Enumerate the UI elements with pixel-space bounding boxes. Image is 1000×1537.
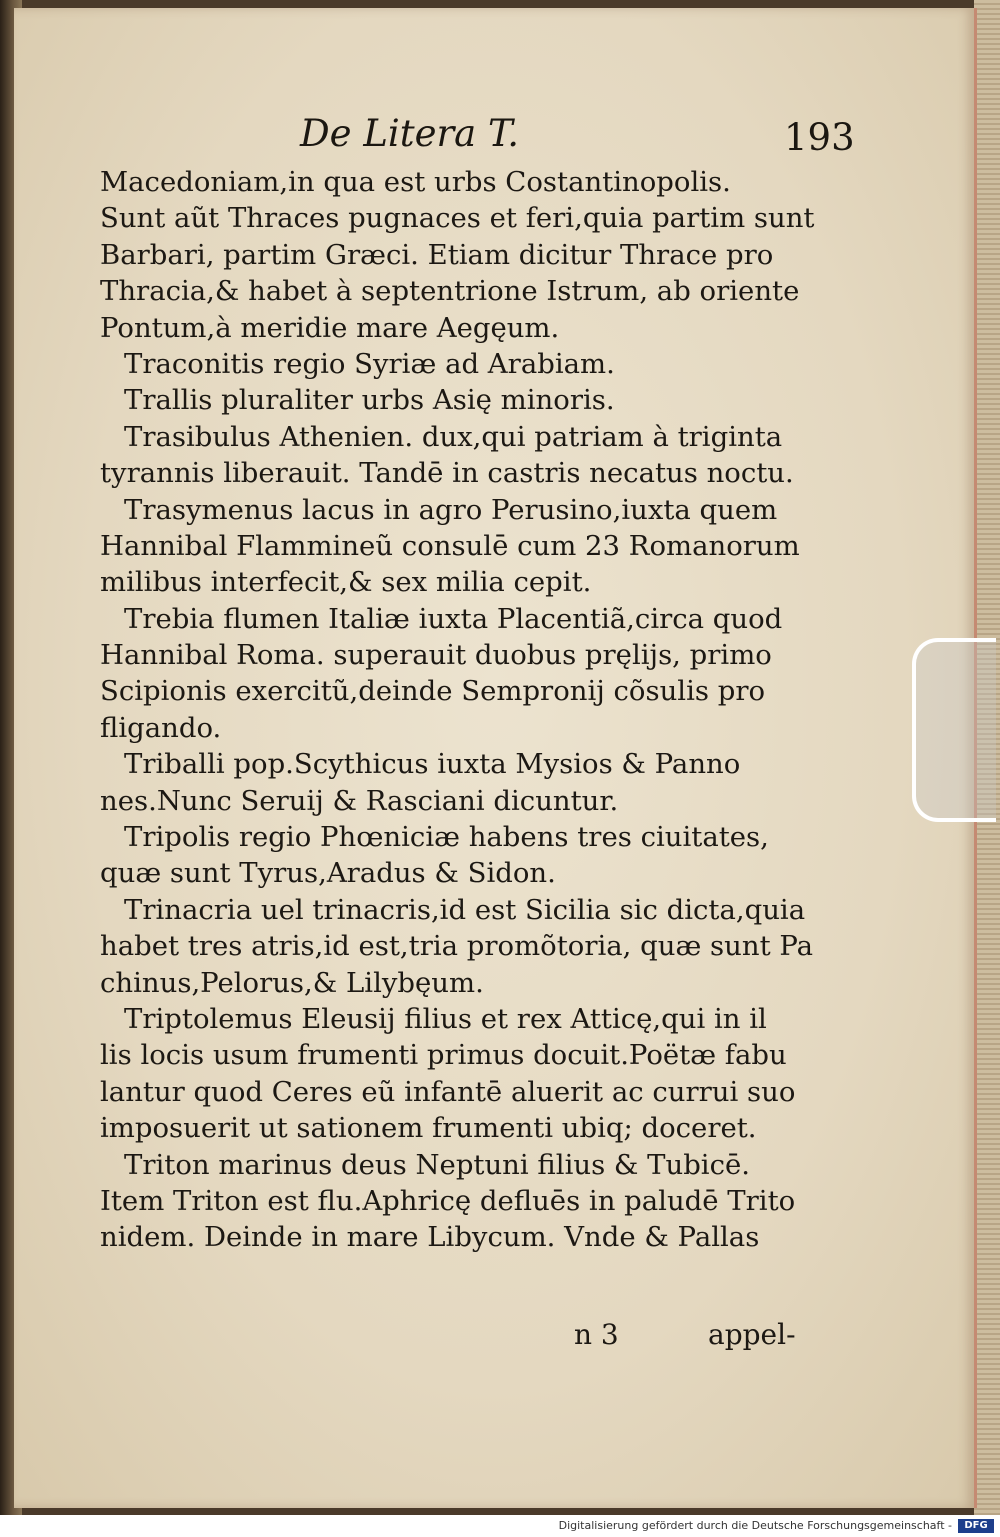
text-line: chinus,Pelorus,& Lilybęum. <box>100 966 484 999</box>
text-line: Triton marinus deus Neptuni filius & Tubicē. <box>124 1148 751 1181</box>
text-line: Tripolis regio Phœniciæ habens tres ciuitates, <box>124 821 769 854</box>
text-line: imposuerit ut sationem frumenti ubiq; doceret. <box>100 1112 757 1145</box>
page-header <box>14 112 974 158</box>
text-line: Trasibulus Athenien. dux,qui patriam à triginta <box>124 420 783 453</box>
page-number: 193 <box>784 116 855 159</box>
text-line: Macedoniam,in qua est urbs Costantinopolis. <box>100 166 731 198</box>
text-line: lis locis usum frumenti primus docuit.Poëtæ fabu <box>100 1039 787 1072</box>
text-line: Thracia,& habet à septentrione Istrum, ab oriente <box>100 275 800 308</box>
signature-mark: n 3 <box>574 1318 619 1351</box>
text-line: Trebia flumen Italiæ iuxta Placentiã,circa quod <box>124 602 783 635</box>
text-line: Traconitis regio Syriæ ad Arabiam. <box>124 347 615 380</box>
text-line: Hannibal Flammineũ consulē cum 23 Romanorum <box>100 529 800 562</box>
credit-bar <box>0 1515 1000 1537</box>
text-line: nes.Nunc Seruij & Rasciani dicuntur. <box>100 784 619 817</box>
text-line: Triptolemus Eleusij filius et rex Atticę,qui in il <box>124 1002 767 1035</box>
text-line: Hannibal Roma. superauit duobus pręlijs, primo <box>100 639 772 672</box>
text-line: Pontum,à meridie mare Aegęum. <box>100 311 560 344</box>
text-line: nidem. Deinde in mare Libycum. Vnde & Pallas <box>100 1221 760 1254</box>
text-line: tyrannis liberauit. Tandē in castris necatus noctu. <box>100 457 794 490</box>
text-line: lantur quod Ceres eũ infantē aluerit ac currui suo <box>100 1075 796 1108</box>
text-line: Sunt aũt Thraces pugnaces et feri,quia partim sunt <box>100 202 815 235</box>
text-line: fligando. <box>100 711 222 744</box>
page-clip-tab <box>912 638 996 822</box>
page-footer <box>14 1318 974 1358</box>
text-line: quæ sunt Tyrus,Aradus & Sidon. <box>100 857 556 890</box>
text-line: Scipionis exercitũ,deinde Sempronij cõsulis pro <box>100 675 766 708</box>
running-title: De Litera T. <box>300 112 520 155</box>
text-line: Item Triton est flu.Aphricę defluēs in paludē Trito <box>100 1184 796 1217</box>
text-line: Trasymenus lacus in agro Perusino,iuxta quem <box>124 493 778 526</box>
text-line: habet tres atris,id est,tria promõtoria, quæ sunt Pa <box>100 930 814 963</box>
book-page <box>14 8 977 1508</box>
catchword: appel- <box>708 1318 796 1351</box>
text-block <box>100 164 860 1256</box>
text-line: Trallis pluraliter urbs Asię minoris. <box>124 384 615 417</box>
dfg-logo: DFG <box>958 1519 994 1533</box>
credit-text: Digitalisierung gefördert durch die Deutsche Forschungsgemeinschaft - <box>558 1519 952 1532</box>
text-line: Trinacria uel trinacris,id est Sicilia sic dicta,quia <box>124 893 806 926</box>
text-line: Barbari, partim Græci. Etiam dicitur Thrace pro <box>100 238 774 271</box>
text-line: Triballi pop.Scythicus iuxta Mysios & Panno <box>124 748 741 781</box>
text-line: milibus interfecit,& sex milia cepit. <box>100 566 592 599</box>
